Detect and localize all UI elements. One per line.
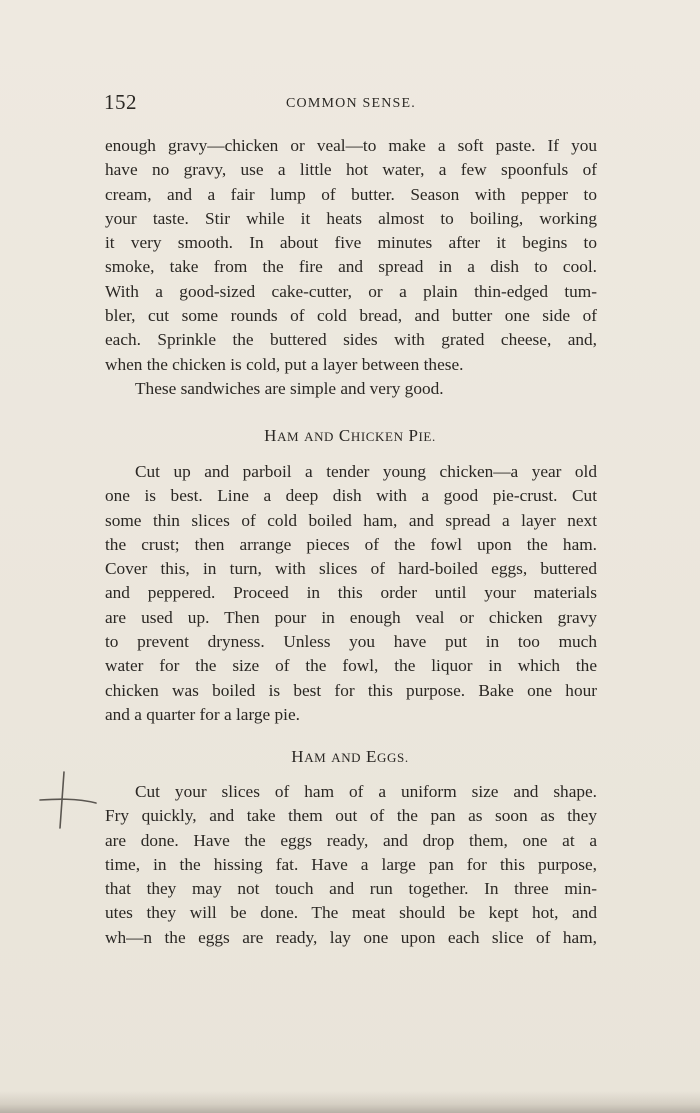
heading-cap: H: [264, 426, 278, 445]
text-line: when the chicken is cold, put a layer between these.: [105, 354, 464, 374]
text-line: to prevent dryness. Unless you have put in too much: [105, 632, 597, 652]
text-line: it very smooth. In about five minutes after it begins to: [105, 233, 597, 253]
text-line: time, in the hissing fat. Have a large pan for this purpose,: [105, 854, 597, 874]
text-line: some thin slices of cold boiled ham, and spread a layer next: [105, 510, 597, 530]
text-line: each. Sprinkle the buttered sides with grated cheese, and,: [105, 330, 597, 350]
paragraph-chicken-sandwiches: [105, 134, 597, 401]
page-number: 152: [104, 90, 137, 114]
paragraph-ham-and-chicken-pie: [105, 460, 597, 727]
heading-cap: E: [366, 747, 378, 766]
text-line: Cut up and parboil a tender young chicken—a year old: [135, 462, 597, 481]
text-line: cream, and a fair lump of butter. Season with pepper to: [105, 184, 597, 204]
text-line: Cut your slices of ham of a uniform size and shape.: [135, 782, 597, 801]
heading-smallcaps: AM: [304, 750, 327, 765]
text-line: Fry quickly, and take them out of the pan as soon as they: [105, 806, 597, 826]
text-line: and peppered. Proceed in this order until your materials: [105, 583, 597, 603]
recipe-heading-ham-and-eggs: [0, 747, 700, 767]
text-line: wh—n the eggs are ready, lay one upon each slice of ham,: [105, 927, 597, 947]
heading-smallcaps: AND: [304, 429, 335, 444]
text-line: water for the size of the fowl, the liquor in which the: [105, 656, 597, 676]
text-line: Cover this, in turn, with slices of hard-boiled eggs, buttered: [105, 559, 597, 579]
text-line: smoke, take from the fire and spread in a dish to cool.: [105, 257, 597, 277]
heading-smallcaps: GGS.: [377, 750, 409, 765]
heading-smallcaps: HICKEN: [350, 429, 404, 444]
recipe-heading-ham-and-chicken-pie: [0, 426, 700, 446]
text-line: and a quarter for a large pie.: [105, 704, 300, 724]
pencil-cross-mark-icon: [36, 768, 100, 832]
text-line: your taste. Stir while it heats almost to boiling, working: [105, 208, 597, 228]
text-line: enough gravy—chicken or veal—to make a soft paste. If you: [105, 136, 597, 155]
heading-cap: P: [408, 426, 419, 445]
text-line: These sandwiches are simple and very good.: [135, 378, 444, 398]
heading-smallcaps: AM: [277, 429, 300, 444]
text-line: chicken was boiled is best for this purpose. Bake one hour: [105, 680, 597, 700]
text-line: are used up. Then pour in enough veal or chicken gravy: [105, 607, 597, 627]
text-line: bler, cut some rounds of cold bread, and butter one side of: [105, 306, 597, 326]
text-line: have no gravy, use a little hot water, a few spoonfuls of: [105, 160, 597, 180]
text-line: utes they will be done. The meat should be kept hot, and: [105, 903, 597, 923]
heading-smallcaps: AND: [331, 750, 362, 765]
heading-cap: H: [291, 747, 305, 766]
text-line: With a good-sized cake-cutter, or a plain thin-edged tum-: [105, 281, 597, 301]
paragraph-ham-and-eggs: [105, 780, 597, 950]
text-line: one is best. Line a deep dish with a good pie-crust. Cut: [105, 486, 597, 506]
page-bottom-edge: [0, 1091, 700, 1113]
heading-smallcaps: IE.: [418, 429, 436, 444]
running-head: COMMON SENSE.: [286, 96, 416, 111]
text-line: that they may not touch and run together. In three min-: [105, 879, 597, 899]
text-line: are done. Have the eggs ready, and drop them, one at a: [105, 830, 597, 850]
text-line: the crust; then arrange pieces of the fowl upon the ham.: [105, 534, 597, 554]
page-header: [104, 90, 600, 120]
heading-cap: C: [338, 426, 351, 445]
